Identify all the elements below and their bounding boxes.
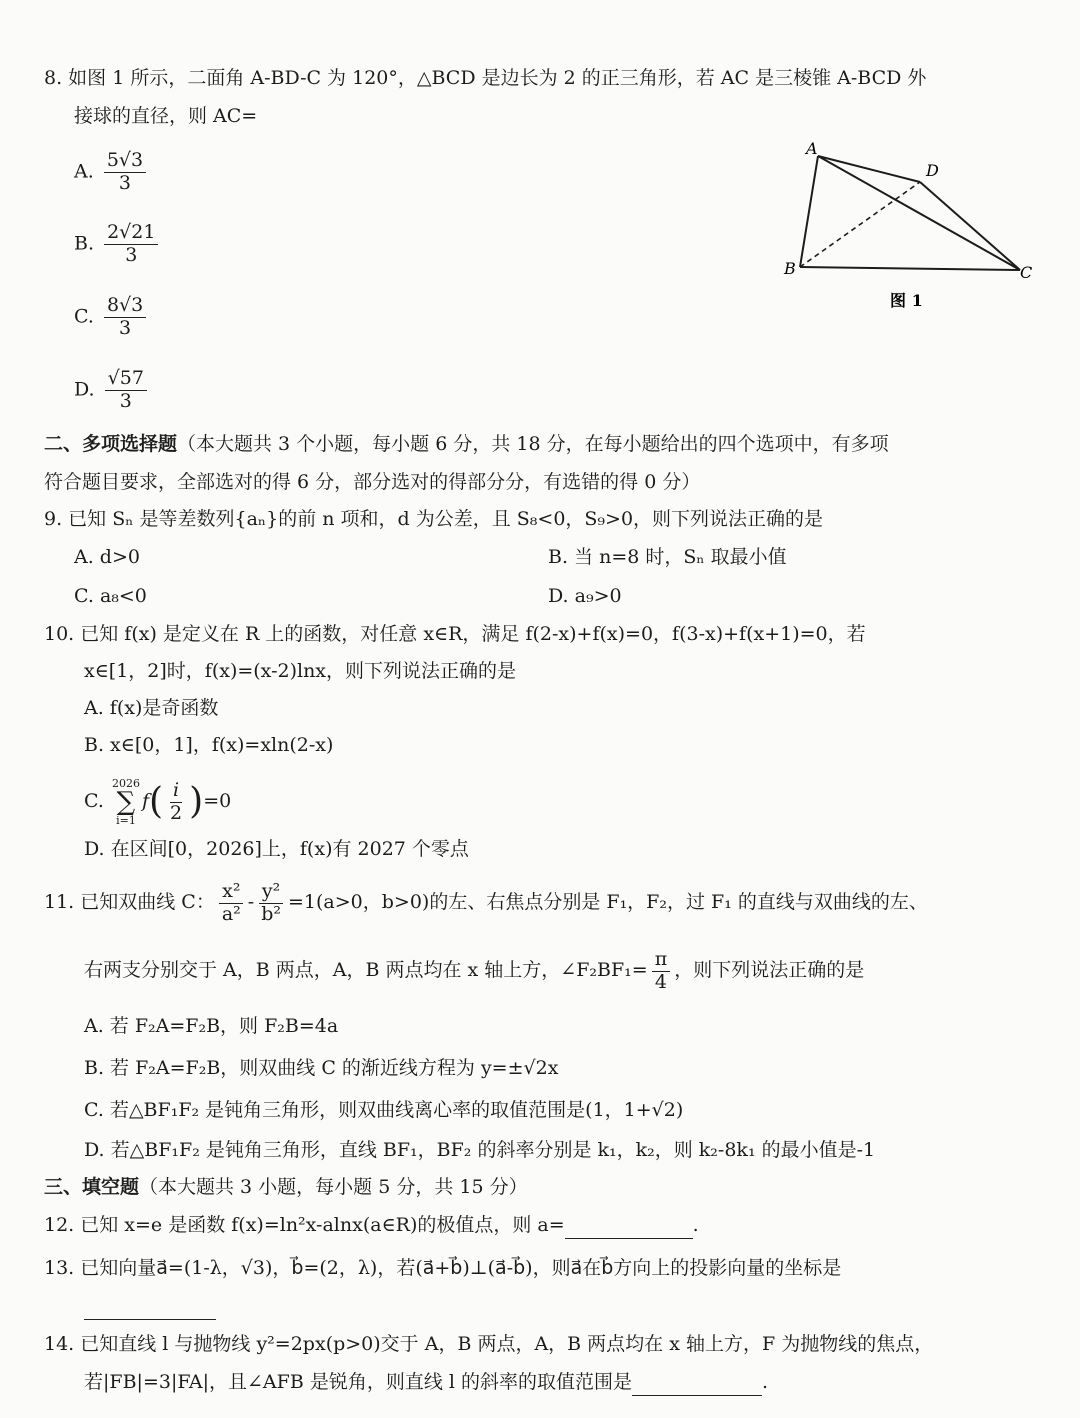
fraction-x2-a2: $\frac{\text{x²}}{\text{a²}}$ [219, 881, 244, 926]
function-f: f [141, 790, 149, 812]
q11-stem-line1 [44, 880, 928, 925]
fraction-y2-b2: $\frac{\text{y²}}{\text{b²}}$ [258, 881, 284, 926]
right-paren-icon: ) [189, 781, 204, 822]
label-a: A [806, 139, 818, 158]
label-b: B [784, 259, 796, 278]
edge-bd-hidden [800, 182, 920, 267]
q9-option-c[interactable]: C. a₈<0 [74, 585, 147, 607]
edge-ac [818, 156, 1020, 270]
option-letter: B. [74, 232, 95, 255]
q14-stem-line2 [84, 1368, 768, 1396]
edge-bc [800, 267, 1020, 270]
q13-stem: 13. 已知向量a⃗=(1-λ，√3)，b⃗=(2，λ)，若(a⃗+b⃗)⊥(a⃗-b⃗)，则a⃗在b⃗方向上的投影向量的坐标是 [44, 1257, 842, 1279]
option-letter: C. [84, 790, 104, 812]
q9-option-a[interactable]: A. d>0 [74, 546, 140, 568]
q10-option-b[interactable]: B. x∈[0，1]，f(x)=xln(2-x) [84, 734, 334, 756]
option-fraction: $\frac{√57}{3}$ [105, 368, 147, 413]
summation: 2026 ∑ i=1 [111, 777, 140, 827]
option-letter: D. [74, 378, 95, 401]
q13-answer-line [84, 1292, 216, 1320]
section3-header [44, 1173, 528, 1201]
q10-stem-line1: 10. 已知 f(x) 是定义在 R 上的函数，对任意 x∈R，满足 f(2-x)+f(x)=0，f(3-x)+f(x+1)=0，若 [44, 623, 866, 645]
minus-sign: - [247, 891, 255, 913]
q14-stem-line1: 14. 已知直线 l 与抛物线 y²=2px(p>0)交于 A，B 两点，A，B 两点均在 x 轴上方，F 为抛物线的焦点， [44, 1333, 934, 1355]
section3-heading: 三、填空题 [44, 1176, 140, 1198]
q8-tetrahedron-figure [770, 130, 1050, 320]
q12-answer-blank[interactable] [565, 1218, 693, 1239]
edge-ad [818, 156, 920, 182]
q9-stem: 9. 已知 Sₙ 是等差数列{aₙ}的前 n 项和，d 为公差，且 S₈<0，S₉>0，则下列说法正确的是 [44, 508, 824, 530]
fraction-i-over-2: $\frac{i}{2}$ [170, 778, 183, 824]
label-c: C [1020, 263, 1033, 282]
q12-stem [44, 1211, 699, 1239]
q11-option-a[interactable]: A. 若 F₂A=F₂B，则 F₂B=4a [84, 1015, 339, 1037]
edge-dc [920, 182, 1020, 270]
q14-period: . [762, 1371, 769, 1393]
q11-option-c[interactable]: C. 若△BF₁F₂ 是钝角三角形，则双曲线离心率的取值范围是(1，1+√2) [84, 1099, 684, 1121]
q10-option-c[interactable] [84, 778, 231, 826]
q11-option-d[interactable]: D. 若△BF₁F₂ 是钝角三角形，直线 BF₁，BF₂ 的斜率分别是 k₁，k₂，则 k₂-8k₁ 的最小值是-1 [84, 1139, 876, 1161]
q8-stem-line2: 接球的直径，则 AC= [74, 105, 258, 127]
q9-option-b[interactable]: B. 当 n=8 时，Sₙ 取最小值 [548, 546, 787, 568]
q12-period: . [692, 1214, 699, 1236]
q10-stem-line2: x∈[1，2]时，f(x)=(x-2)lnx，则下列说法正确的是 [84, 660, 517, 682]
q8-option-a[interactable] [74, 150, 150, 195]
q14-answer-blank[interactable] [632, 1375, 762, 1396]
equals-zero: =0 [203, 790, 232, 812]
q8-stem-line1: 8. 如图 1 所示，二面角 A-BD-C 为 120°，△BCD 是边长为 2 的正三角形，若 AC 是三棱锥 A-BCD 外 [44, 67, 927, 89]
q11-suffix: =1(a>0，b>0)的左、右焦点分别是 F₁，F₂，过 F₁ 的直线与双曲线的左、 [288, 891, 928, 913]
section2-instructions-1: （本大题共 3 个小题，每小题 6 分，共 18 分，在每小题给出的四个选项中，有多项 [177, 433, 889, 455]
fraction-pi-over-4: $\frac{\pi}{4}$ [652, 949, 671, 994]
figure-caption: 图 1 [890, 291, 923, 310]
q12-text: 12. 已知 x=e 是函数 f(x)=ln²x-alnx(a∈R)的极值点，则 a= [44, 1214, 565, 1236]
section3-instructions: （本大题共 3 小题，每小题 5 分，共 15 分） [139, 1176, 528, 1198]
q10-option-a[interactable]: A. f(x)是奇函数 [84, 697, 219, 719]
q8-option-d[interactable] [74, 368, 151, 413]
label-d: D [926, 161, 939, 180]
option-letter: A. [74, 160, 94, 183]
section2-instructions-2: 符合题目要求，全部选对的得 6 分，部分选对的得部分分，有选错的得 0 分） [44, 471, 701, 493]
q11-line2-prefix: 右两支分别交于 A，B 两点，A，B 两点均在 x 轴上方，∠F₂BF₁= [84, 959, 648, 981]
option-letter: C. [74, 305, 94, 328]
option-fraction: $\frac{2√21}{3}$ [104, 222, 158, 267]
edge-ab [800, 156, 818, 267]
q8-option-b[interactable] [74, 222, 162, 267]
q9-option-d[interactable]: D. a₉>0 [548, 585, 622, 607]
q10-option-d[interactable]: D. 在区间[0，2026]上，f(x)有 2027 个零点 [84, 838, 469, 860]
q11-prefix: 11. 已知双曲线 C： [44, 891, 215, 913]
q14-text: 若|FB|=3|FA|，且∠AFB 是锐角，则直线 l 的斜率的取值范围是 [84, 1371, 632, 1393]
left-paren-icon: ( [149, 781, 164, 822]
option-fraction: $\frac{8√3}{3}$ [104, 295, 146, 340]
q8-option-c[interactable] [74, 295, 150, 340]
option-fraction: $\frac{5√3}{3}$ [104, 150, 146, 195]
section2-header [44, 430, 889, 458]
q11-stem-line2 [84, 948, 864, 993]
q11-line2-suffix: ，则下列说法正确的是 [674, 959, 865, 981]
q13-answer-blank[interactable] [84, 1299, 216, 1320]
q11-option-b[interactable]: B. 若 F₂A=F₂B，则双曲线 C 的渐近线方程为 y=±√2x [84, 1057, 559, 1079]
section2-heading: 二、多项选择题 [44, 433, 178, 455]
